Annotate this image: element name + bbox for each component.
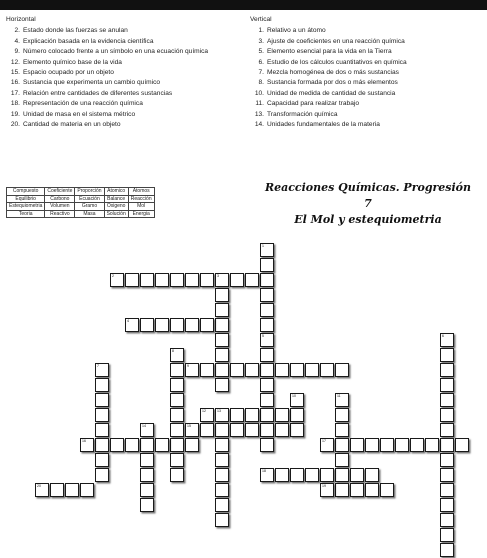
clue-number: 20. bbox=[10, 121, 20, 129]
word-bank-cell: Energia bbox=[128, 210, 154, 218]
crossword-cell[interactable] bbox=[200, 423, 214, 437]
puzzle-title-line-1: Reacciones Químicas. Progresión 7 bbox=[264, 181, 472, 210]
crossword-cell[interactable] bbox=[335, 408, 349, 422]
clue-number: 19. bbox=[10, 110, 20, 118]
clue-text: Relación entre cantidades de diferentes sustancias bbox=[23, 89, 173, 97]
clue-text: Transformación química bbox=[267, 110, 338, 118]
cell-number: 19 bbox=[322, 484, 326, 488]
crossword-cell[interactable] bbox=[380, 483, 394, 497]
crossword-cell[interactable] bbox=[260, 303, 274, 317]
cell-number: 10 bbox=[292, 394, 296, 398]
crossword-cell[interactable] bbox=[245, 273, 259, 287]
crossword-cell[interactable] bbox=[215, 378, 229, 392]
crossword-cell[interactable] bbox=[170, 393, 184, 407]
clue-number: 12. bbox=[10, 58, 20, 66]
crossword-cell[interactable] bbox=[215, 363, 229, 377]
word-bank-cell: Estequiometria bbox=[7, 203, 45, 211]
cell-number: 4 bbox=[127, 319, 129, 323]
crossword-cell[interactable] bbox=[440, 543, 454, 557]
crossword-cell[interactable] bbox=[140, 423, 154, 437]
vertical-heading: Vertical bbox=[250, 16, 272, 23]
crossword-cell[interactable] bbox=[440, 348, 454, 362]
crossword-cell[interactable] bbox=[170, 318, 184, 332]
crossword-cell[interactable] bbox=[80, 483, 94, 497]
clue-number: 16. bbox=[10, 79, 20, 87]
crossword-cell[interactable] bbox=[155, 318, 169, 332]
word-bank-cell: Gramo bbox=[75, 203, 104, 211]
cell-number: 6 bbox=[442, 334, 444, 338]
crossword-cell[interactable] bbox=[215, 513, 229, 527]
word-bank-cell: Masa bbox=[75, 210, 104, 218]
clue-number: 3. bbox=[258, 37, 264, 45]
crossword-cell[interactable] bbox=[230, 408, 244, 422]
crossword-cell[interactable] bbox=[335, 423, 349, 437]
clue-number: 6. bbox=[258, 58, 264, 66]
crossword-cell[interactable] bbox=[215, 498, 229, 512]
word-bank-cell: Atomico bbox=[104, 188, 128, 196]
crossword-cell[interactable] bbox=[425, 438, 439, 452]
crossword-cell[interactable] bbox=[410, 438, 424, 452]
crossword-cell[interactable] bbox=[230, 363, 244, 377]
cell-number: 9 bbox=[187, 364, 189, 368]
crossword-cell[interactable] bbox=[320, 438, 334, 452]
clue-text: Mezcla homogénea de dos o más sustancias bbox=[267, 69, 399, 77]
crossword-cell[interactable] bbox=[260, 273, 274, 287]
crossword-cell[interactable] bbox=[335, 468, 349, 482]
clue-number: 7. bbox=[258, 69, 264, 77]
crossword-cell[interactable] bbox=[335, 483, 349, 497]
crossword-cell[interactable] bbox=[185, 438, 199, 452]
puzzle-title-line-2: El Mol y estequiometria bbox=[294, 213, 442, 226]
crossword-cell[interactable] bbox=[170, 273, 184, 287]
clue-text: Explicación basada en la evidencia científica bbox=[23, 37, 154, 45]
crossword-cell[interactable] bbox=[440, 333, 454, 347]
crossword-cell[interactable] bbox=[170, 468, 184, 482]
cell-number: 11 bbox=[337, 394, 341, 398]
crossword-cell[interactable] bbox=[365, 438, 379, 452]
crossword-cell[interactable] bbox=[185, 423, 199, 437]
crossword-cell[interactable] bbox=[260, 408, 274, 422]
crossword-cell[interactable] bbox=[275, 363, 289, 377]
clue-text: Ajuste de coeficientes en una reacción química bbox=[267, 37, 405, 45]
crossword-cell[interactable] bbox=[350, 438, 364, 452]
crossword-cell[interactable] bbox=[260, 258, 274, 272]
crossword-cell[interactable] bbox=[50, 483, 64, 497]
crossword-cell[interactable] bbox=[65, 483, 79, 497]
crossword-cell[interactable] bbox=[290, 423, 304, 437]
crossword-cell[interactable] bbox=[35, 483, 49, 497]
crossword-cell[interactable] bbox=[200, 273, 214, 287]
clue-text: Relativo a un átomo bbox=[267, 27, 326, 35]
clue-text: Sustancia que experimenta un cambio químico bbox=[23, 79, 161, 87]
word-bank-cell: Coeficiente bbox=[45, 188, 75, 196]
clue-text: Sustancia formada por dos o más elementos bbox=[267, 79, 398, 87]
crossword-cell[interactable] bbox=[215, 303, 229, 317]
crossword-cell[interactable] bbox=[95, 468, 109, 482]
crossword-cell[interactable] bbox=[200, 363, 214, 377]
crossword-cell[interactable] bbox=[260, 363, 274, 377]
crossword-cell[interactable] bbox=[185, 273, 199, 287]
crossword-cell[interactable] bbox=[170, 423, 184, 437]
crossword-cell[interactable] bbox=[275, 423, 289, 437]
word-bank-cell: Ecuación bbox=[75, 195, 104, 203]
crossword-cell[interactable] bbox=[260, 333, 274, 347]
word-bank-cell: Proporción bbox=[75, 188, 104, 196]
crossword-cell[interactable] bbox=[95, 438, 109, 452]
crossword-cell[interactable] bbox=[170, 453, 184, 467]
crossword-cell[interactable] bbox=[80, 438, 94, 452]
clue-number: 14. bbox=[254, 121, 264, 129]
crossword-cell[interactable] bbox=[260, 423, 274, 437]
crossword-cell[interactable] bbox=[95, 453, 109, 467]
crossword-cell[interactable] bbox=[320, 363, 334, 377]
crossword-cell[interactable] bbox=[440, 378, 454, 392]
crossword-cell[interactable] bbox=[215, 438, 229, 452]
crossword-cell[interactable] bbox=[95, 393, 109, 407]
cell-number: 12 bbox=[202, 409, 206, 413]
crossword-cell[interactable] bbox=[335, 363, 349, 377]
cell-number: 15 bbox=[187, 424, 191, 428]
clue-text: Unidades fundamentales de la materia bbox=[267, 121, 380, 129]
word-bank-cell: Mol bbox=[128, 203, 154, 211]
crossword-cell[interactable] bbox=[95, 378, 109, 392]
word-bank-cell: Teoria bbox=[7, 210, 45, 218]
crossword-cell[interactable] bbox=[440, 408, 454, 422]
word-bank-cell: Compuesto bbox=[7, 188, 45, 196]
crossword-cell[interactable] bbox=[215, 453, 229, 467]
crossword-cell[interactable] bbox=[170, 378, 184, 392]
crossword-cell[interactable] bbox=[305, 468, 319, 482]
crossword-cell[interactable] bbox=[215, 468, 229, 482]
crossword-cell[interactable] bbox=[95, 423, 109, 437]
cell-number: 8 bbox=[172, 349, 174, 353]
crossword-cell[interactable] bbox=[365, 483, 379, 497]
crossword-cell[interactable] bbox=[260, 438, 274, 452]
crossword-cell[interactable] bbox=[140, 273, 154, 287]
crossword-cell[interactable] bbox=[275, 408, 289, 422]
word-bank-cell: Reacción bbox=[128, 195, 154, 203]
clue-number: 13. bbox=[254, 110, 264, 118]
crossword-cell[interactable] bbox=[290, 468, 304, 482]
crossword-cell[interactable] bbox=[260, 378, 274, 392]
crossword-cell[interactable] bbox=[215, 273, 229, 287]
crossword-cell[interactable] bbox=[140, 438, 154, 452]
crossword-cell[interactable] bbox=[260, 243, 274, 257]
crossword-cell[interactable] bbox=[185, 363, 199, 377]
horizontal-heading: Horizontal bbox=[6, 16, 36, 23]
word-bank-cell: Equilibrio bbox=[7, 195, 45, 203]
crossword-cell[interactable] bbox=[170, 408, 184, 422]
clue-number: 2. bbox=[14, 27, 20, 35]
clue-number: 15. bbox=[10, 69, 20, 77]
crossword-cell[interactable] bbox=[440, 438, 454, 452]
clue-text: Unidad de masa en el sistema métrico bbox=[23, 110, 136, 118]
crossword-cell[interactable] bbox=[440, 498, 454, 512]
cell-number: 7 bbox=[97, 364, 99, 368]
word-bank-cell: Balance bbox=[104, 195, 128, 203]
crossword-cell[interactable] bbox=[440, 393, 454, 407]
clue-number: 8. bbox=[258, 79, 264, 87]
crossword-cell[interactable] bbox=[335, 453, 349, 467]
crossword-cell[interactable] bbox=[215, 423, 229, 437]
crossword-cell[interactable] bbox=[440, 363, 454, 377]
crossword-cell[interactable] bbox=[200, 318, 214, 332]
clue-text: Elemento químico base de la vida bbox=[23, 58, 122, 66]
crossword-cell[interactable] bbox=[140, 453, 154, 467]
word-bank-cell: Reactivo bbox=[45, 210, 75, 218]
clue-text: Capacidad para realizar trabajo bbox=[267, 100, 360, 108]
crossword-cell[interactable] bbox=[170, 438, 184, 452]
crossword-cell[interactable] bbox=[440, 483, 454, 497]
word-bank-cell: Volumen bbox=[45, 203, 75, 211]
clue-text: Elemento esencial para la vida en la Tierra bbox=[267, 48, 392, 56]
crossword-cell[interactable] bbox=[125, 273, 139, 287]
crossword-cell[interactable] bbox=[260, 393, 274, 407]
word-bank-cell: Atomos bbox=[128, 188, 154, 196]
clue-number: 9. bbox=[14, 48, 20, 56]
crossword-cell[interactable] bbox=[455, 438, 469, 452]
crossword-cell[interactable] bbox=[95, 408, 109, 422]
crossword-cell[interactable] bbox=[215, 333, 229, 347]
crossword-cell[interactable] bbox=[215, 318, 229, 332]
crossword-cell[interactable] bbox=[350, 468, 364, 482]
crossword-cell[interactable] bbox=[155, 273, 169, 287]
word-bank-cell: Solución bbox=[104, 210, 128, 218]
cell-number: 18 bbox=[262, 469, 266, 473]
crossword-cell[interactable] bbox=[440, 453, 454, 467]
crossword-cell[interactable] bbox=[365, 468, 379, 482]
crossword-cell[interactable] bbox=[110, 438, 124, 452]
crossword-cell[interactable] bbox=[200, 408, 214, 422]
crossword-cell[interactable] bbox=[125, 318, 139, 332]
cell-number: 13 bbox=[217, 409, 221, 413]
crossword-cell[interactable] bbox=[335, 438, 349, 452]
crossword-cell[interactable] bbox=[140, 468, 154, 482]
crossword-cell[interactable] bbox=[290, 393, 304, 407]
clue-text: Estado donde las fuerzas se anulan bbox=[23, 27, 128, 35]
crossword-cell[interactable] bbox=[230, 273, 244, 287]
clue-number: 10. bbox=[254, 89, 264, 97]
crossword-cell[interactable] bbox=[260, 468, 274, 482]
crossword-cell[interactable] bbox=[260, 348, 274, 362]
crossword-cell[interactable] bbox=[335, 393, 349, 407]
crossword-cell[interactable] bbox=[215, 408, 229, 422]
crossword-cell[interactable] bbox=[215, 348, 229, 362]
crossword-cell[interactable] bbox=[440, 423, 454, 437]
crossword-cell[interactable] bbox=[245, 408, 259, 422]
crossword-cell[interactable] bbox=[185, 318, 199, 332]
clue-number: 18. bbox=[10, 100, 20, 108]
crossword-cell[interactable] bbox=[260, 288, 274, 302]
cell-number: 3 bbox=[217, 274, 219, 278]
crossword-cell[interactable] bbox=[305, 363, 319, 377]
cell-number: 16 bbox=[82, 439, 86, 443]
crossword-cell[interactable] bbox=[320, 483, 334, 497]
cell-number: 1 bbox=[262, 244, 264, 248]
crossword-cell[interactable] bbox=[350, 483, 364, 497]
clue-number: 5. bbox=[258, 48, 264, 56]
crossword-cell[interactable] bbox=[170, 348, 184, 362]
cell-number: 20 bbox=[37, 484, 41, 488]
clue-number: 11. bbox=[255, 100, 264, 108]
word-bank-cell: Oxigeno bbox=[104, 203, 128, 211]
crossword-cell[interactable] bbox=[140, 483, 154, 497]
crossword-cell[interactable] bbox=[170, 363, 184, 377]
clue-text: Unidad de medida de cantidad de sustancia bbox=[267, 89, 396, 97]
crossword-cell[interactable] bbox=[140, 318, 154, 332]
crossword-cell[interactable] bbox=[290, 408, 304, 422]
clue-text: Cantidad de materia en un objeto bbox=[23, 121, 121, 129]
crossword-cell[interactable] bbox=[215, 483, 229, 497]
cell-number: 5 bbox=[262, 334, 264, 338]
clue-text: Número colocado frente a un símbolo en una ecuación química bbox=[23, 48, 209, 56]
cell-number: 17 bbox=[322, 439, 326, 443]
crossword-cell[interactable] bbox=[155, 438, 169, 452]
crossword-cell[interactable] bbox=[440, 468, 454, 482]
clue-number: 17. bbox=[10, 89, 20, 97]
word-bank-cell: Carbono bbox=[45, 195, 75, 203]
crossword-cell[interactable] bbox=[440, 528, 454, 542]
crossword-cell[interactable] bbox=[395, 438, 409, 452]
clue-number: 4. bbox=[14, 37, 20, 45]
crossword-cell[interactable] bbox=[140, 498, 154, 512]
crossword-cell[interactable] bbox=[260, 318, 274, 332]
crossword-cell[interactable] bbox=[95, 363, 109, 377]
crossword-cell[interactable] bbox=[275, 468, 289, 482]
clue-text: Espacio ocupado por un objeto bbox=[23, 69, 114, 77]
clue-number: 1. bbox=[258, 27, 264, 35]
crossword-cell[interactable] bbox=[215, 288, 229, 302]
crossword-cell[interactable] bbox=[245, 423, 259, 437]
cell-number: 14 bbox=[142, 424, 146, 428]
crossword-cell[interactable] bbox=[320, 468, 334, 482]
crossword-cell[interactable] bbox=[230, 423, 244, 437]
cell-number: 2 bbox=[112, 274, 114, 278]
crossword-cell[interactable] bbox=[440, 513, 454, 527]
crossword-cell[interactable] bbox=[245, 363, 259, 377]
crossword-cell[interactable] bbox=[380, 438, 394, 452]
crossword-cell[interactable] bbox=[110, 273, 124, 287]
clue-text: Estudio de los cálculos cuantitativos en química bbox=[267, 58, 407, 66]
crossword-cell[interactable] bbox=[290, 363, 304, 377]
crossword-cell[interactable] bbox=[125, 438, 139, 452]
clue-text: Representación de una reacción química bbox=[23, 100, 143, 108]
